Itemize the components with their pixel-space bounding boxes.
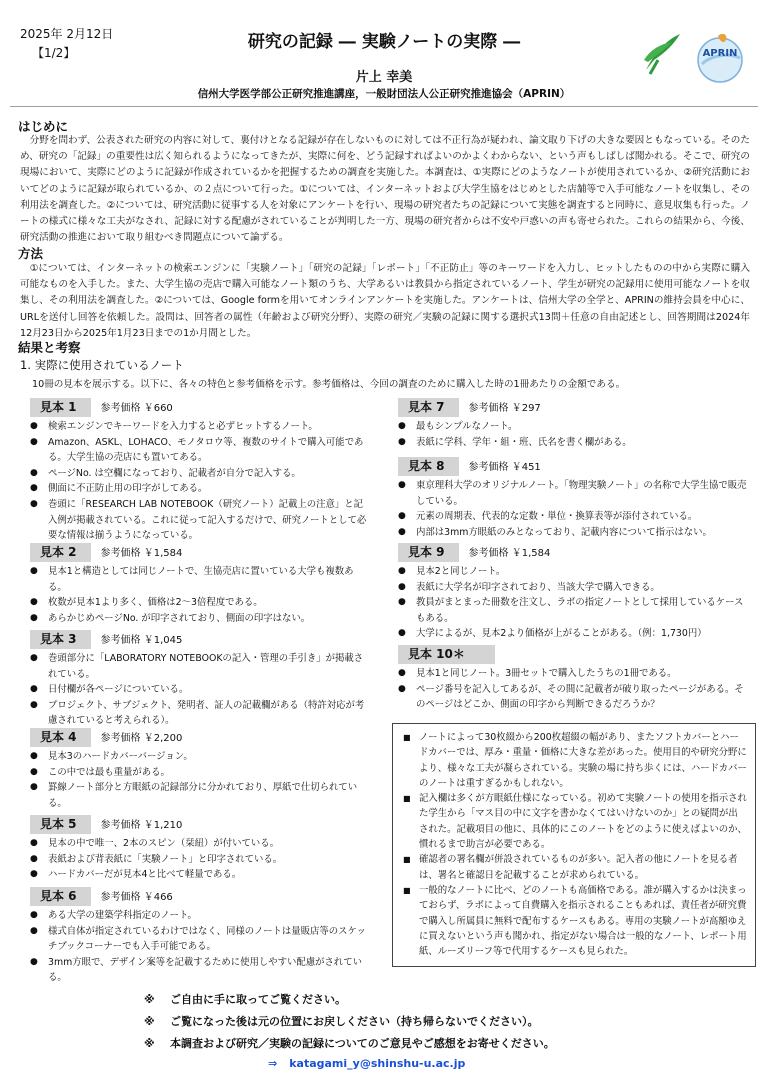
list-item: ● 元素の周期表、代表的な定数・単位・換算表等が添付されている。: [398, 509, 750, 525]
aprin-logo-text: APRIN: [702, 48, 738, 59]
sample-price: 参考価格 ￥466: [100, 892, 173, 903]
sample-label: 見本 9: [398, 543, 459, 562]
list-item: ● 巻頭に「RESEARCH LAB NOTEBOOK（研究ノート）記載上の注意」と記入例が掲載されている。これに従って記入するだけで、研究ノートとして必要な情報は揃うようになっている。: [30, 497, 370, 544]
list-item: ● 日付欄が各ページについている。: [30, 682, 370, 698]
sample-7: [398, 396, 750, 450]
sample-price: 参考価格 ￥1,584: [100, 548, 183, 559]
page-title: 研究の記録 ― 実験ノートの実際 ―: [247, 32, 521, 52]
list-item: ● Amazon、ASKL、LOHACO、モノタロウ等、複数のサイトで購入可能である。大学生協の売店にも置いてある。: [30, 435, 370, 466]
findings-box: [392, 723, 756, 967]
arrow-icon: ⇒: [268, 1057, 278, 1070]
list-item: ● ハードカバーだが見本4と比べて軽量である。: [30, 867, 370, 883]
note-mark: ※: [144, 1015, 155, 1028]
list-item: ● 側面に不正防止用の印字がしてある。: [30, 481, 370, 497]
finding-item: ■ 一般的なノートに比べ、どのノートも高価格である。誰が購入するかは決まっておらず、ラボによって自費購入を指示されることもあれば、責任者が研究費で購入し所属員に無料で配布するケースもある。専用の実験ノートが高額ゆえに買えないという声も聞かれ、指定がない場合は一般的なノート、レポート用紙、ルーズリーフ等で代用するケースも見られた。: [403, 883, 747, 959]
sample-label: 見本 2: [30, 543, 91, 562]
list-item: ● 見本の中で唯一、2本のスピン（栞紐）が付いている。: [30, 836, 370, 852]
affiliation: 信州大学医学部公正研究推進講座，一般財団法人公正研究推進協会（APRIN）: [197, 88, 571, 100]
list-item: ● 3mm方眼で、デザイン案等を記載するために使用しやすい配慮がされている。: [30, 955, 370, 986]
sample-price: 参考価格 ￥1,584: [468, 548, 551, 559]
list-item: ● ページNo. は空欄になっており、記載者が自分で記入する。: [30, 466, 370, 482]
sample-10: [398, 643, 750, 713]
finding-item: ■ ノートによって30枚綴から200枚超綴の幅があり、またソフトカバーとハードカバーでは、厚み・重量・価格に大きな差があった。使用目的や研究分野により、様々な工夫が凝らされている。実験の場に持ち歩くには、ハードカバーのノートは重すぎるかもしれない。: [403, 730, 747, 791]
list-item: ● 見本1と構造としては同じノートで、生協売店に置いている大学も複数ある。: [30, 564, 370, 595]
note-mark: ※: [144, 993, 155, 1006]
list-item: ● 罫線ノート部分と方眼紙の記録部分に分かれており、厚紙で仕切られている。: [30, 780, 370, 811]
footer-line-1: ※ ご自由に手に取ってご覧ください。: [144, 993, 346, 1006]
list-item: ● 教員がまとまった冊数を注文し、ラボの指定ノートとして採用しているケースもある。: [398, 595, 750, 626]
sample-4: [30, 726, 370, 811]
list-item: ● ページ番号を記入してあるが、その間に記載者が破り取ったページがある。そのページはどこか、側面の印字から判断できるだろうか？: [398, 682, 750, 713]
sample-price: 参考価格 ￥660: [100, 403, 173, 414]
results-heading: 結果と考察: [18, 340, 81, 355]
list-item: ● あらかじめページNo. が印字されており、側面の印字はない。: [30, 611, 370, 627]
sample-price: 参考価格 ￥2,200: [100, 733, 183, 744]
sample-2: [30, 541, 370, 626]
method-text: ①については、インターネットの検索エンジンに「実験ノート」「研究の記録」「レポート」「不正防止」等のキーワードを入力し、ヒットしたものの中から実際に購入可能なものを入手した。また、大学生協の売店で購入可能なノート類のうち、大学あるいは教員から指定されているノート、学生が研究の記録用に使用可能なノートを収集し、その利用法を調査した。②については、Google formを用いてオンラインアンケートを実施した。アンケートは、信州大学の全学と、APRINの維持会員を中心に、URLを送付し回答を依頼した。設問は、回答者の属性（年齢および研究分野）、実際の研究／実験の記録に関する選択式13問＋任意の自由記述とし、回答期間は2024年12月23日から2025年1月23日までの1か月間とした。: [20, 263, 750, 339]
sample-1: [30, 396, 370, 544]
date: 2025年 2月12日: [20, 27, 114, 41]
intro-text: 分野を問わず、公表された研究の内容に対して、裏付けとなる記録が存在しないものに対しては不正行為が疑われ、論文取り下げの大きな要因ともなっている。そのため、研究の「記録」の重要性は広く知られるようになってきたが、実際に何を、どう記録すればよいのかよくわからない、という声もしばしば聞かれる。そこで、研究の現場において、実際にどのように記録が作成されているかを把握するための調査を実施した。本調査は、①実際にどのようなノートが使用されているか、②研究活動においてどのように記録が取られているか、の２点について行った。①については、インターネットおよび大学生協をはじめとした店舗等で入手可能なノートを収集し、その利用法を調査した。②については、研究活動に従事する人を対象にアンケートを行い、現場の研究者たちの記録について実態を調査すると同時に、意見収集も行った。ノートの様式に様々な工夫がなされ、記録に対する配慮がされていることが判明した一方、現場の研究者からは不安や戸惑いの声も寄せられた。これらの結果から、今後、研究活動の推進において取り組むべき問題点について論ずる。: [20, 135, 750, 244]
sample-label: 見本 3: [30, 630, 91, 649]
list-item: ● 様式自体が指定されているわけではなく、同様のノートは量販店等のスケッチブックコーナーでも入手可能である。: [30, 924, 370, 955]
sample-label: 見本 5: [30, 815, 91, 834]
finding-item: ■ 記入欄は多くが方眼紙仕様になっている。初めて実験ノートの使用を指示された学生から「マス目の中に文字を書かなくてはいけないのか」との疑問が出された。記載項目の他に、具体的にこのノートをどのように使えばよいのか、慣れるまで助言が必要である。: [403, 791, 747, 852]
sample-label: 見本 1: [30, 398, 91, 417]
list-item: ● 表紙に学科、学年・組・班、氏名を書く欄がある。: [398, 435, 750, 451]
list-item: ● 見本1と同じノート。3冊セットで購入したうちの1冊である。: [398, 666, 750, 682]
list-item: ● 内部は3mm方眼紙のみとなっており、記載内容について指示はない。: [398, 525, 750, 541]
page-number: 【1/2】: [32, 46, 76, 60]
email-link[interactable]: katagami_y@shinshu-u.ac.jp: [289, 1057, 466, 1070]
intro-heading: はじめに: [18, 119, 69, 134]
sample-3: [30, 628, 370, 729]
sample-price: 参考価格 ￥1,045: [100, 635, 183, 646]
sample-8: [398, 455, 750, 540]
footer-line-3: ※ 本調査および研究／実験の記録についてのご意見やご感想をお寄せください。: [144, 1037, 555, 1050]
samples-intro: 10冊の見本を展示する。以下に、各々の特色と参考価格を示す。参考価格は、今回の調査のために購入した時の1冊あたりの金額である。: [32, 379, 626, 390]
subsection-title: 1. 実際に使用されているノート: [20, 358, 184, 372]
method-heading: 方法: [18, 246, 44, 261]
list-item: ● 検索エンジンでキーワードを入力すると必ずヒットするノート。: [30, 419, 370, 435]
footer-line-2: ※ ご覧になった後は元の位置にお戻しください（持ち帰らないでください）。: [144, 1015, 539, 1028]
list-item: ● 表紙および背表紙に「実験ノート」と印字されている。: [30, 852, 370, 868]
contact-email[interactable]: [268, 1057, 465, 1070]
sample-label: 見本 7: [398, 398, 459, 417]
list-item: ● 東京理科大学のオリジナルノート。「物理実験ノート」の名称で大学生協で販売している。: [398, 478, 750, 509]
sample-9: [398, 541, 750, 642]
sample-label: 見本 8: [398, 457, 459, 476]
sample-label: 見本 4: [30, 728, 91, 747]
list-item: ● この中では最も重量がある。: [30, 765, 370, 781]
list-item: ● 枚数が見本1より多く、価格は2～3倍程度である。: [30, 595, 370, 611]
list-item: ● プロジェクト、サブジェクト、発明者、証人の記載欄がある（特許対応が考慮されていると考えられる）。: [30, 698, 370, 729]
list-item: ● ある大学の建築学科指定のノート。: [30, 908, 370, 924]
sample-5: [30, 813, 370, 883]
university-logo: [640, 30, 684, 76]
list-item: ● 大学によるが、見本2より価格が上がることがある。（例：1,730円）: [398, 626, 750, 642]
sample-6: [30, 885, 370, 986]
header-divider: [10, 106, 758, 107]
note-mark: ※: [144, 1037, 155, 1050]
list-item: ● 巻頭部分に「LABORATORY NOTEBOOKの記入・管理の手引き」が掲載されている。: [30, 651, 370, 682]
list-item: ● 表紙に大学名が印字されており、当該大学で購入できる。: [398, 580, 750, 596]
aprin-logo: [692, 30, 748, 86]
sample-price: 参考価格 ￥297: [468, 403, 541, 414]
list-item: ● 見本2と同じノート。: [398, 564, 750, 580]
sample-label: 見本 6: [30, 887, 91, 906]
sample-label: 見本 10＊: [398, 645, 495, 664]
list-item: ● 最もシンプルなノート。: [398, 419, 750, 435]
sample-price: 参考価格 ￥451: [468, 462, 541, 473]
finding-item: ■ 確認者の署名欄が併設されているものが多い。記入者の他にノートを見る者は、署名と確認日を記載することが求められている。: [403, 852, 747, 883]
author: 片上 幸美: [355, 70, 413, 85]
sample-price: 参考価格 ￥1,210: [100, 820, 183, 831]
list-item: ● 見本3のハードカバーバージョン。: [30, 749, 370, 765]
